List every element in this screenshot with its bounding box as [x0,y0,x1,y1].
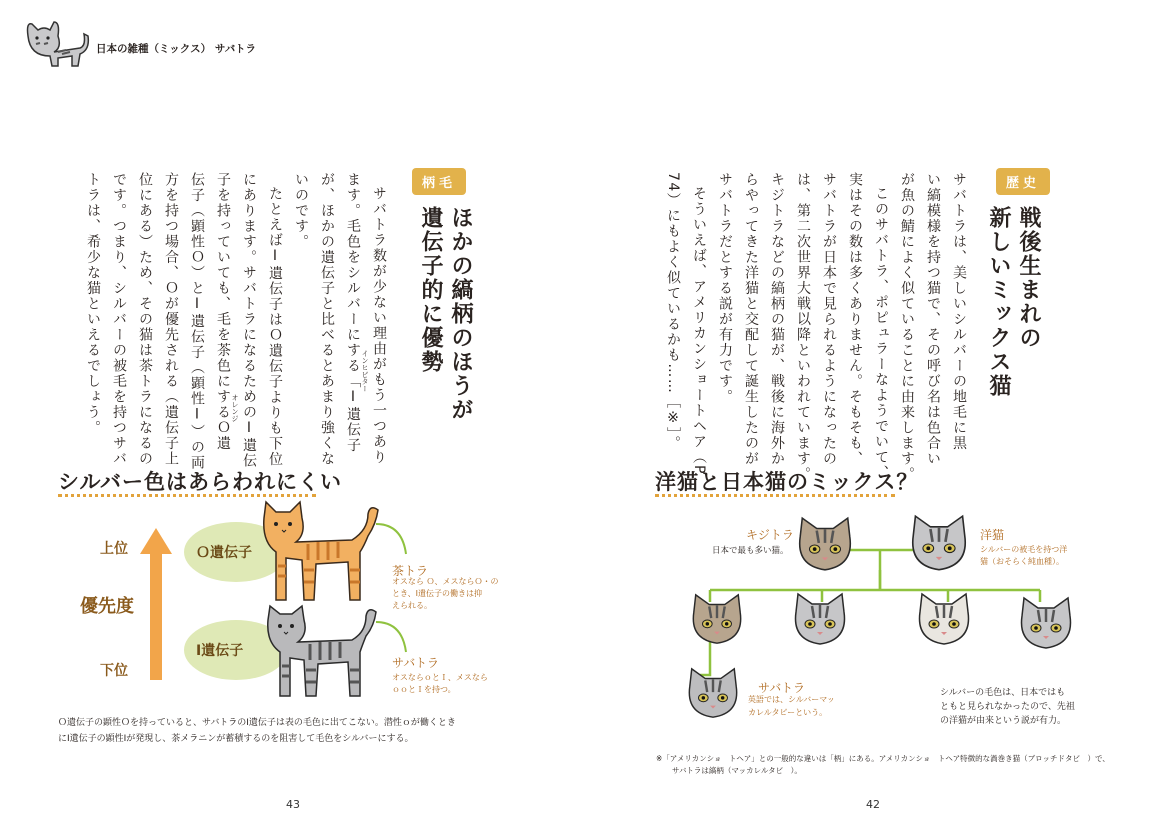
gene-col-6: にあります。サバトラになるためのⅠ遺伝 [241,172,257,469]
pattern-heading-1: ほかの縞柄のほうが [448,206,473,422]
kitten-face-3 [914,592,974,648]
history-col-6: サバトラが日本で見られるようになったの [821,172,837,467]
history-col-7: は、第二次世界大戦以降といわれています。 [795,172,811,482]
kitten-face-2 [790,592,850,648]
gene-col-9: 方を持つ場合、Ｏが優先される（遺伝子上 [163,172,179,467]
footnote-2: サバトラは縞柄（マッカレルタビ ）。 [672,766,802,775]
history-col-3: が魚の鯖によく似ていることに由来します。 [899,172,915,482]
history-col-10: サバトラだとする説が有力です。 [717,172,733,405]
gene-col-1: サバトラ数が少ない理由がもう一つあり [371,186,387,465]
footnote-1: ※「アメリカンショ トヘア」との一般的な違いは「柄」にある。アメリカンショ トヘア特徴的な渦巻き猫（ブロッチドタビ ）で、 [656,754,1110,763]
gene-col-5: たとえばⅠ遺伝子はＯ遺伝子よりも下位 [267,186,283,467]
chatora-note-3: えられる。 [392,601,432,610]
i-gene-label: Ⅰ遺伝子 [196,643,244,659]
kijitora-note: 日本で最も多い猫。 [712,546,789,556]
sabatora-cat-illustration [262,604,382,704]
silver-note-1: シルバーの毛色は、日本ではも [940,688,1066,698]
tabby-cat-logo-icon [14,14,90,70]
history-tag: 歴史 [996,168,1050,195]
priority-label: 優先度 [80,596,134,617]
sabatora-pointer-line [372,618,412,658]
kijitora-label: キジトラ [746,528,794,542]
chatora-cat-illustration [256,500,386,610]
kitten-face-1 [688,592,746,648]
ruby-inhibitor: インヒビター [361,350,369,392]
history-col-12: 74）にもよく似ているかも……［※］。 [665,172,681,452]
history-col-8: キジトラなどの縞柄の猫が、戦後に海外か [769,172,785,467]
pattern-heading-2: 遺伝子的に優勢 [418,206,443,374]
gene-col-12: トラは、希少な猫といえるでしょう。 [85,172,101,436]
western-note-1: シルバーの被毛を持つ洋 [980,545,1068,554]
gene-col-8: 伝子（顕性Ｏ）とⅠ遺伝子（顕性Ⅰ）の両 [189,172,205,471]
priority-arrow [138,524,174,684]
western-cat-face [906,514,972,574]
chatora-note-1: オスなら Ｏ、メスならＯ・の [392,577,499,586]
western-note-2: 猫（おそらく純血種）。 [980,557,1064,566]
gene-bottom-text-2: にⅠ遺伝子の顕性Ⅰが発現し、茶メラニンが蓄積するのを阻害して毛色をシルバーにする。 [58,734,414,744]
silver-section-title: シルバー色はあらわれにくい [58,470,343,494]
kitten-face-4 [1016,596,1076,652]
ruby-orange: オレンジ [231,394,239,422]
gene-col-2: ます。毛色をシルバーにする「Ⅰ遺伝子 [345,172,361,453]
gene-col-7: 子を持っていても、毛を茶色にするＯ遺 [215,172,231,451]
sabatora-label-left: サバトラ [392,656,440,670]
silver-note-2: ともと見られなかったので、先祖 [940,702,1075,712]
gene-col-11: です。つまり、シルバーの被毛を持つサバ [111,172,127,467]
gene-col-4: いのです。 [293,172,309,250]
history-col-5: 実はその数は多くありません。そもそも、 [847,172,863,467]
gene-bottom-text-1: Ｏ遺伝子の顕性Ｏを持っていると、サバトラのⅠ遺伝子は表の毛色に出てこない。潜性ｏが働くとき [58,718,456,728]
header-title: 日本の雑種（ミックス） サバトラ [96,43,256,55]
history-col-1: サバトラは、美しいシルバーの地毛に黒 [951,172,967,451]
sabatora-face [684,666,742,722]
western-label: 洋猫 [980,528,1005,542]
gene-col-3: が、ほかの遺伝子と比べるとあまり強くな [319,172,335,467]
history-col-4: このサバトラ、ポピュラーなようでいて、 [873,186,889,481]
history-heading-1: 戦後生まれの [1016,206,1041,350]
gene-col-10: 位にある）ため、その猫は茶トラになるの [137,172,153,467]
sabatora-note-left-2: ｏｏとＩを持つ。 [392,685,456,694]
chatora-pointer-line [372,520,412,560]
history-col-9: らやってきた洋猫と交配して誕生したのが [743,172,759,467]
sabatora-note-left-1: オスならｏとＩ、メスなら [392,673,488,682]
mix-section-underline [655,494,895,497]
page-number-left: 43 [286,798,300,811]
history-col-11: そういえば、アメリカンショートヘア（P [691,186,707,475]
history-col-2: い縞模様を持つ猫で、その呼び名は色合い [925,172,941,467]
sabatora-note-right-1: 英語では、シルバーマッ [748,695,835,704]
page-number-right: 42 [866,798,880,811]
kijitora-face [794,516,856,574]
pattern-tag: 柄毛 [412,168,466,195]
o-gene-label: Ｏ遺伝子 [196,545,252,561]
lower-label: 下位 [100,663,128,679]
mix-section-title: 洋猫と日本猫のミックス？ [655,470,919,494]
chatora-label: 茶トラ [392,564,429,578]
upper-label: 上位 [100,541,128,557]
silver-section-underline [58,494,316,497]
history-heading-2: 新しいミックス猫 [986,206,1011,398]
silver-note-3: の洋猫が由来という説が有力。 [940,716,1067,726]
sabatora-label-right: サバトラ [758,681,806,695]
chatora-note-2: とき、Ⅰ遺伝子の働きは抑 [392,589,483,598]
sabatora-note-right-2: カレルタビーという。 [748,708,828,717]
